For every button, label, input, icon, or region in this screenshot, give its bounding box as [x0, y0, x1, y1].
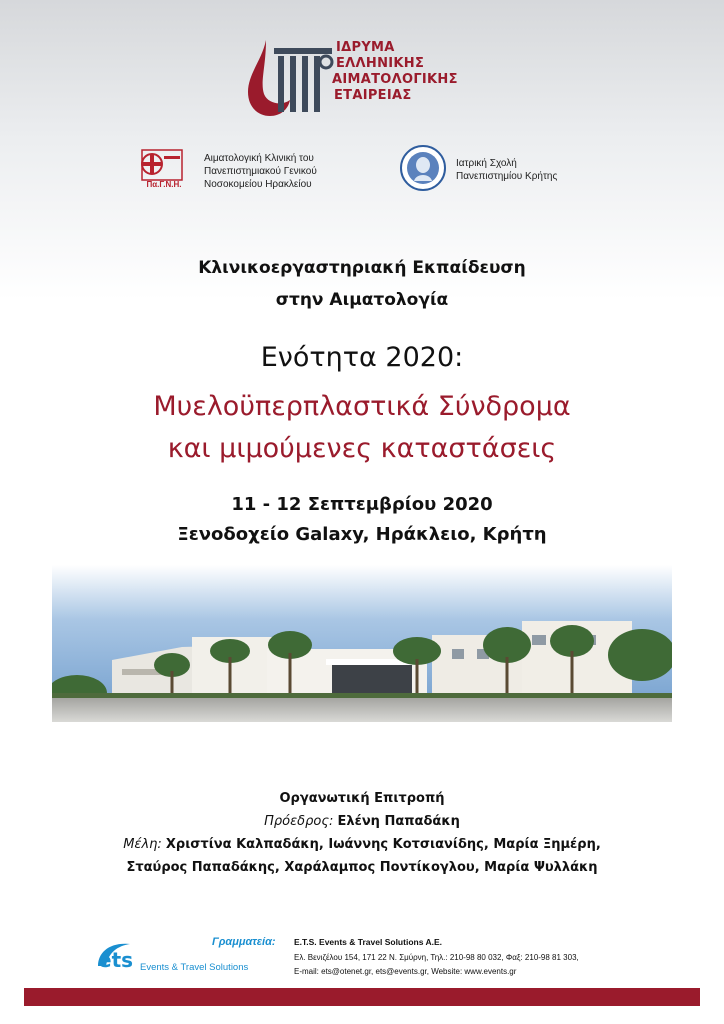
- venue-photo: [52, 565, 672, 722]
- clinic-name-line: Πανεπιστημιακού Γενικού: [204, 166, 317, 177]
- university-seal-icon: [400, 145, 446, 191]
- main-title: [0, 386, 724, 470]
- foundation-line: ΙΔΡΥΜΑ: [336, 40, 395, 55]
- main-title-line: Μυελοϋπερπλαστικά Σύνδρομα: [153, 391, 571, 422]
- secretariat-label: Γραμματεία:: [212, 936, 276, 948]
- secretariat-company: E.T.S. Events & Travel Solutions A.E.: [294, 937, 443, 947]
- clinic-logo: [140, 148, 188, 192]
- clinic-name: [204, 152, 317, 191]
- section-title: Ενότητα 2020:: [260, 342, 464, 373]
- event-details: [0, 490, 724, 550]
- subtitle-line: στην Αιματολογία: [275, 290, 449, 310]
- foundation-line: ΕΤΑΙΡΕΙΑΣ: [334, 88, 412, 103]
- columns-icon: [274, 48, 332, 112]
- foundation-line: ΕΛΛΗΝΙΚΗΣ: [336, 56, 425, 71]
- foundation-name: [332, 40, 458, 104]
- school-name-line: Πανεπιστημίου Κρήτης: [456, 171, 558, 182]
- organizing-committee: [0, 787, 724, 879]
- school-name: [456, 157, 557, 183]
- chair-name: Ελένη Παπαδάκη: [337, 814, 460, 829]
- ets-logo-mark: ets: [98, 948, 134, 972]
- ets-logo-tagline: Events & Travel Solutions: [140, 962, 249, 973]
- footer-bar: [24, 988, 700, 1006]
- clinic-name-line: Νοσοκομείου Ηρακλείου: [204, 179, 312, 190]
- committee-members: [0, 833, 724, 856]
- foundation-line: ΑΙΜΑΤΟΛΟΓΙΚΗΣ: [332, 72, 458, 87]
- event-dates: 11 - 12 Σεπτεμβρίου 2020: [231, 494, 493, 515]
- committee-chair: [0, 810, 724, 833]
- committee-heading: Οργανωτική Επιτροπή: [279, 791, 445, 806]
- program-subtitle: [0, 252, 724, 316]
- main-title-line: και μιμούμενες καταστάσεις: [167, 433, 557, 464]
- members-label: Μέλη:: [123, 837, 162, 852]
- secretariat-contact: E-mail: ets@otenet.gr, ets@events.gr, Website: www.events.gr: [294, 967, 517, 976]
- secretariat-address: Ελ. Βενιζέλου 154, 171 22 Ν. Σμύρνη, Τηλ.: 210-98 80 032, Φαξ: 210-98 81 303,: [294, 953, 579, 962]
- members-line: Σταύρος Παπαδάκης, Χαράλαμπος Ποντίκογλου, Μαρία Ψυλλάκη: [126, 860, 598, 875]
- subtitle-line: Κλινικοεργαστηριακή Εκπαίδευση: [198, 258, 526, 278]
- event-venue: Ξενοδοχείο Galaxy, Ηράκλειο, Κρήτη: [177, 524, 547, 545]
- clinic-logo-label: Πα.Γ.Ν.Η.: [146, 180, 182, 189]
- school-name-line: Ιατρική Σχολή: [456, 158, 517, 169]
- members-line: Χριστίνα Καλπαδάκη, Ιωάννης Κοτσιανίδης, Μαρία Ξημέρη,: [165, 837, 601, 852]
- clinic-name-line: Αιματολογική Κλινική του: [204, 153, 314, 164]
- chair-label: Πρόεδρος:: [264, 814, 334, 829]
